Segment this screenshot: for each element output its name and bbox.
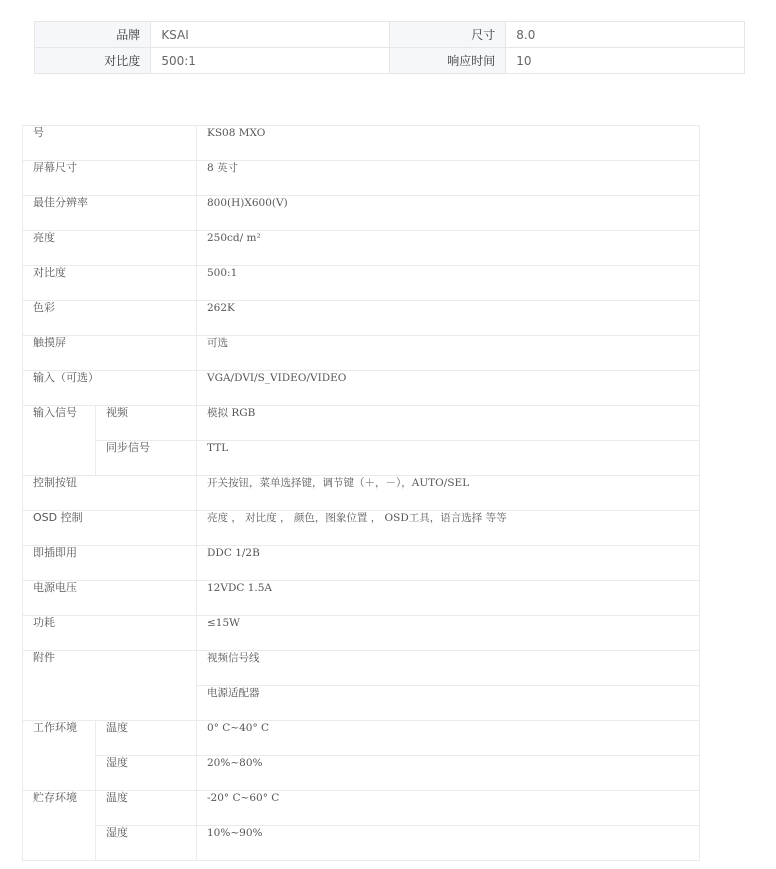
table-row (23, 791, 700, 826)
summary-row (35, 22, 745, 48)
touch-value: 可选 (197, 336, 700, 371)
power-label: 电源电压 (23, 581, 197, 616)
work-env-label: 工作环境 (23, 721, 96, 791)
table-row (23, 301, 700, 336)
table-row (23, 756, 700, 791)
model-label: 号 (23, 126, 197, 161)
size-value: 8.0 (506, 22, 745, 48)
storage-humid-value: 10%~90% (197, 826, 700, 861)
pnp-label: 即插即用 (23, 546, 197, 581)
screen-size-label: 屏幕尺寸 (23, 161, 197, 196)
storage-env-label: 贮存环境 (23, 791, 96, 861)
video-value: 模拟 RGB (197, 406, 700, 441)
accessory-value-1: 视频信号线 (197, 651, 700, 686)
input-label: 输入（可选） (23, 371, 197, 406)
summary-row (35, 48, 745, 74)
brightness-value: 250cd/ m² (197, 231, 700, 266)
work-temp-label: 温度 (96, 721, 197, 756)
model-value: KS08 MXO (197, 126, 700, 161)
response-label: 响应时间 (389, 48, 505, 74)
resolution-value: 800(H)X600(V) (197, 196, 700, 231)
brightness-label: 亮度 (23, 231, 197, 266)
contrast-label: 对比度 (35, 48, 151, 74)
color-label: 色彩 (23, 301, 197, 336)
sync-value: TTL (197, 441, 700, 476)
work-temp-value: 0° C~40° C (197, 721, 700, 756)
accessory-value-2: 电源适配器 (197, 686, 700, 721)
consumption-label: 功耗 (23, 616, 197, 651)
consumption-value: ≤15W (197, 616, 700, 651)
storage-humid-label: 湿度 (96, 826, 197, 861)
table-row (23, 826, 700, 861)
table-row (23, 651, 700, 686)
table-row (23, 581, 700, 616)
table-row (23, 231, 700, 266)
work-humid-value: 20%~80% (197, 756, 700, 791)
brand-label: 品牌 (35, 22, 151, 48)
table-row (23, 266, 700, 301)
table-row (23, 511, 700, 546)
storage-temp-value: -20° C~60° C (197, 791, 700, 826)
summary-table (34, 21, 745, 74)
buttons-label: 控制按钮 (23, 476, 197, 511)
table-row (23, 406, 700, 441)
table-row (23, 721, 700, 756)
table-row (23, 546, 700, 581)
spec-table (22, 125, 700, 861)
osd-value: 亮度 ， 对比度 ， 颜色，图象位置 ， OSD工具，语言选择 等等 (197, 511, 700, 546)
input-signal-label: 输入信号 (23, 406, 96, 476)
contrast-spec-label: 对比度 (23, 266, 197, 301)
table-row (23, 476, 700, 511)
pnp-value: DDC 1/2B (197, 546, 700, 581)
table-row (23, 336, 700, 371)
touch-label: 触摸屏 (23, 336, 197, 371)
buttons-value: 开关按钮，菜单选择键，调节键（＋，－），AUTO/SEL (197, 476, 700, 511)
osd-label: OSD 控制 (23, 511, 197, 546)
contrast-value: 500:1 (151, 48, 390, 74)
size-label: 尺寸 (389, 22, 505, 48)
accessory-label: 附件 (23, 651, 197, 721)
contrast-spec-value: 500:1 (197, 266, 700, 301)
resolution-label: 最佳分辨率 (23, 196, 197, 231)
sync-label: 同步信号 (96, 441, 197, 476)
brand-value: KSAI (151, 22, 390, 48)
input-value: VGA/DVI/S_VIDEO/VIDEO (197, 371, 700, 406)
table-row (23, 126, 700, 161)
table-row (23, 616, 700, 651)
color-value: 262K (197, 301, 700, 336)
storage-temp-label: 温度 (96, 791, 197, 826)
video-label: 视频 (96, 406, 197, 441)
work-humid-label: 湿度 (96, 756, 197, 791)
table-row (23, 371, 700, 406)
table-row (23, 196, 700, 231)
power-value: 12VDC 1.5A (197, 581, 700, 616)
table-row (23, 441, 700, 476)
table-row (23, 161, 700, 196)
screen-size-value: 8 英寸 (197, 161, 700, 196)
response-value: 10 (506, 48, 745, 74)
